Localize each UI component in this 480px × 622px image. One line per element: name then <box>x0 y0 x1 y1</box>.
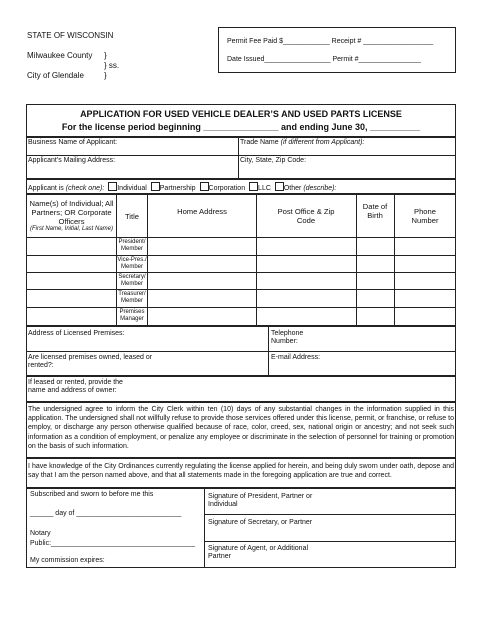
state-label: STATE OF WISCONSIN <box>27 31 114 40</box>
owner-field[interactable]: If leased or rented, provide the name and address of owner: <box>28 379 123 395</box>
corporation-option: Corporation <box>208 185 246 192</box>
other-option: Other <box>283 185 302 192</box>
row-title-secretary: Secretary/ Member <box>118 274 146 287</box>
applicant-type-options <box>28 182 336 193</box>
applicant-is-label: Applicant is <box>28 185 64 192</box>
form-title: APPLICATION FOR USED VEHICLE DEALER’S AND USED PARTS LICENSE <box>80 109 402 119</box>
header-names-label: Name(s) of Individual; All Partners; OR Corporate Officers <box>29 199 114 227</box>
knowledge-text: I have knowledge of the City Ordinances currently regulating the license applied for herein, and being duly sworn under oath, depose and say that I am the person named above, and that all statements made in the foregoing application are true and correct. <box>28 463 454 480</box>
president-signature-field[interactable]: Signature of President, Partner or Individual <box>208 493 313 509</box>
other-checkbox[interactable] <box>275 182 284 191</box>
city-brace: } <box>104 71 107 80</box>
corporation-checkbox[interactable] <box>200 182 209 191</box>
business-name-field[interactable]: Business Name of Applicant: <box>28 139 118 146</box>
premises-address-field[interactable]: Address of Licensed Premises: <box>28 330 125 337</box>
row-title-treasurer: Treasurer/ Member <box>118 291 146 304</box>
header-home-address: Home Address <box>177 207 227 216</box>
header-names-note: (First Name, Initial, Last Name) <box>29 226 114 233</box>
permit-fee-receipt-line[interactable]: Permit Fee Paid $____________ Receipt # __________________ <box>227 38 434 45</box>
owned-leased-field[interactable]: Are licensed premises owned, leased or rented?: <box>28 354 153 370</box>
secretary-signature-field[interactable]: Signature of Secretary, or Partner <box>208 519 313 526</box>
other-describe-note: (describe): <box>303 185 337 192</box>
agent-signature-field[interactable]: Signature of Agent, or Additional Partner <box>208 545 309 561</box>
sworn-day-field[interactable]: ______ day of ___________________________ <box>30 510 182 517</box>
agreement-text: The undersigned agree to inform the City Clerk within ten (10) days of any substantial changes in the information supplied in this application. The undersigned shall not willfully refuse to provide those services offered under this license, permit, or franchise, or refuse to employ, or discharge any person otherwise qualified because of race, color, creed, sex, national origin or ancestry; and not seek such information as a condition of employment, or penalize any employee or discriminate in the selection of personnel for training or promotion on the basis of such information. <box>28 406 454 450</box>
header-title: Title <box>124 212 140 221</box>
commission-expires-field[interactable]: My commission expires: <box>30 557 105 564</box>
city-label: City of Glendale <box>27 71 84 80</box>
license-period[interactable]: For the license period beginning _______________ and ending June 30, __________ <box>61 122 421 132</box>
row-title-premises-manager: Premises Manager <box>119 309 145 322</box>
title-box <box>26 104 456 137</box>
sworn-text: Subscribed and sworn to before me this <box>30 491 154 498</box>
telephone-field[interactable]: Telephone Number: <box>271 330 304 346</box>
date-issued-permit-line[interactable]: Date Issued_________________ Permit #________________ <box>227 56 421 63</box>
city-state-zip-field[interactable]: City, State, Zip Code: <box>240 157 307 164</box>
partnership-option: Partnership <box>159 185 196 192</box>
applicant-is-note: (check one): <box>65 185 105 192</box>
individual-checkbox[interactable] <box>108 182 117 191</box>
notary-label: Notary <box>30 530 51 537</box>
llc-option: LLC <box>258 185 271 192</box>
header-post-office: Post Office & Zip Code <box>277 207 335 226</box>
header-phone: Phone Number <box>411 207 439 226</box>
county-brace: } <box>104 51 107 60</box>
trade-name-field[interactable] <box>240 139 364 147</box>
email-field[interactable]: E-mail Address: <box>271 354 321 361</box>
partnership-checkbox[interactable] <box>151 182 160 191</box>
header-date-of-birth: Date of Birth <box>362 202 388 221</box>
row-title-president: President/ Member <box>118 239 146 252</box>
trade-name-label: Trade Name <box>240 139 279 146</box>
trade-name-note: (if different from Applicant): <box>280 139 365 146</box>
office-use-box <box>218 27 456 73</box>
notary-public-field[interactable]: Public:_____________________________________ <box>30 540 196 547</box>
header-names <box>27 199 116 233</box>
county-label: Milwaukee County <box>27 51 93 60</box>
mailing-address-field[interactable]: Applicant’s Mailing Address: <box>28 157 116 164</box>
row-title-vice-president: Vice-Pres./ Member <box>117 257 147 270</box>
individual-option: Individual <box>117 185 147 192</box>
llc-checkbox[interactable] <box>249 182 258 191</box>
ss-label: } ss. <box>104 61 120 70</box>
